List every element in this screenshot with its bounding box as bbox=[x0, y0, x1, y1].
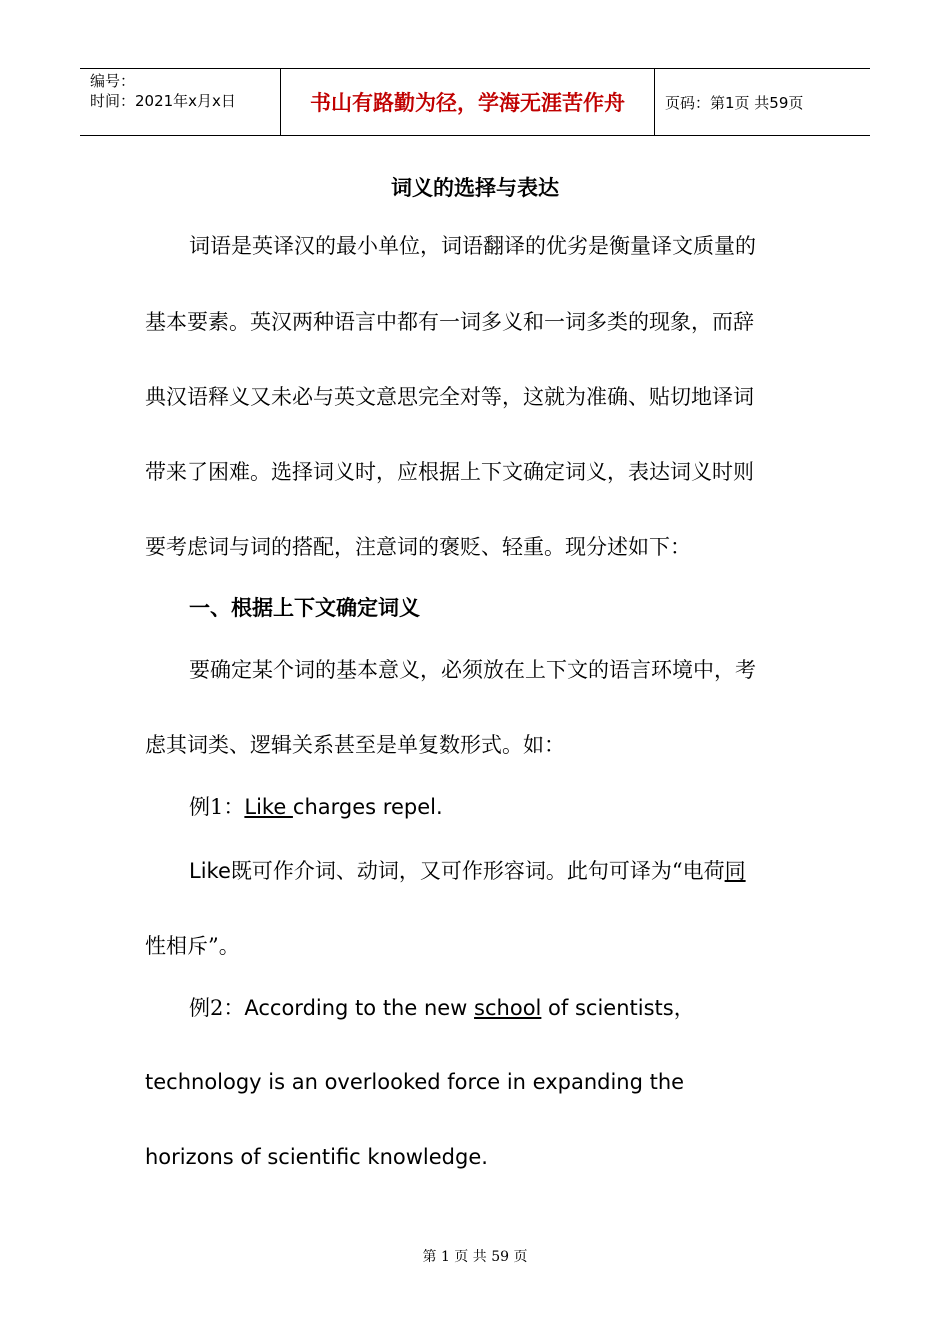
explanation-keyword: Like bbox=[189, 859, 231, 883]
example-prefix: 例2： bbox=[189, 996, 245, 1020]
explanation-continuation: 性相斥”。 bbox=[145, 934, 240, 958]
example-prefix: 例1： bbox=[189, 795, 245, 819]
example-keyword: Like bbox=[244, 795, 293, 819]
paragraph-line: 虑其词类、逻辑关系甚至是单复数形式。如： bbox=[145, 733, 565, 757]
example-text-after: of scientists， bbox=[541, 996, 695, 1020]
header-motto: 书山有路勤为径，学海无涯苦作舟 bbox=[281, 69, 655, 135]
paragraph-line: 带来了困难。选择词义时，应根据上下文确定词义，表达词义时则 bbox=[145, 460, 754, 484]
paragraph-line: 基本要素。英汉两种语言中都有一词多义和一词多类的现象，而辞 bbox=[145, 310, 754, 334]
header-page-info: 页码：第1页 共59页 bbox=[665, 93, 804, 112]
header-meta bbox=[80, 69, 281, 135]
explanation-text: 既可作介词、动词，又可作形容词。此句可译为“电荷 bbox=[230, 859, 725, 883]
explanation-line bbox=[189, 857, 746, 885]
example-sentence: charges repel. bbox=[292, 795, 443, 819]
paragraph-line: 典汉语释义又未必与英文意思完全对等，这就为准确、贴切地译词 bbox=[145, 385, 754, 409]
page-title: 词义的选择与表达 bbox=[391, 176, 559, 200]
page-footer: 第 1 页 共 59 页 bbox=[422, 1249, 528, 1265]
example-keyword: school bbox=[474, 996, 542, 1020]
paragraph-line: 要考虑词与词的搭配，注意词的褒贬、轻重。现分述如下： bbox=[145, 535, 691, 559]
example-2-line-3: horizons of scientific knowledge. bbox=[145, 1145, 488, 1169]
document-date: 时间：2021年x月x日 bbox=[90, 92, 236, 110]
paragraph-line: 词语是英译汉的最小单位，词语翻译的优劣是衡量译文质量的 bbox=[189, 234, 756, 258]
paragraph-line: 要确定某个词的基本意义，必须放在上下文的语言环境中，考 bbox=[189, 658, 756, 682]
example-2-line-2: technology is an overlooked force in expanding the bbox=[145, 1070, 685, 1094]
example-1 bbox=[189, 793, 443, 821]
example-text-before: According to the new bbox=[244, 996, 475, 1020]
section-heading: 一、根据上下文确定词义 bbox=[189, 596, 420, 620]
page-header bbox=[80, 68, 870, 136]
explanation-underlined: 同 bbox=[724, 859, 746, 883]
document-number: 编号： bbox=[90, 72, 136, 90]
example-2 bbox=[189, 994, 695, 1022]
